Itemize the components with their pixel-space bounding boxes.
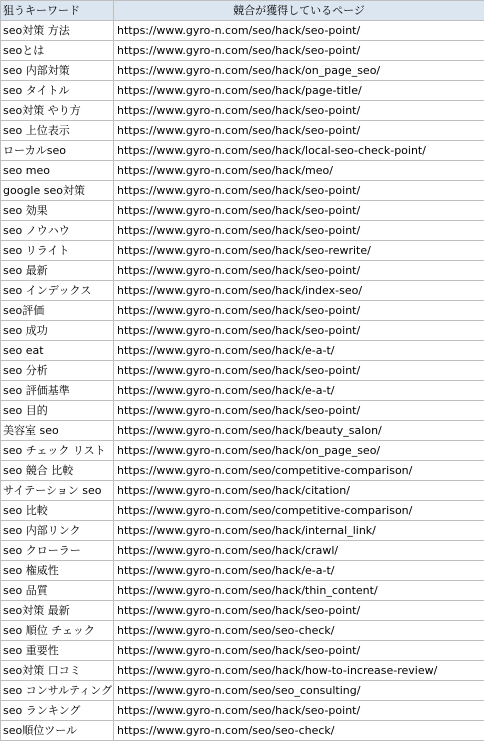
table-row bbox=[1, 221, 484, 241]
url-cell[interactable]: https://www.gyro-n.com/seo/hack/seo-point/ bbox=[114, 321, 484, 341]
keyword-cell[interactable]: seo 上位表示 bbox=[1, 121, 114, 141]
table-row bbox=[1, 541, 484, 561]
keyword-cell[interactable]: サイテーション seo bbox=[1, 481, 114, 501]
table-row bbox=[1, 21, 484, 41]
url-cell[interactable]: https://www.gyro-n.com/seo/hack/seo-point/ bbox=[114, 41, 484, 61]
table-row bbox=[1, 441, 484, 461]
keyword-cell[interactable]: seo対策 やり方 bbox=[1, 101, 114, 121]
url-cell[interactable]: https://www.gyro-n.com/seo/hack/seo-point/ bbox=[114, 221, 484, 241]
url-cell[interactable]: https://www.gyro-n.com/seo/hack/seo-point/ bbox=[114, 181, 484, 201]
keyword-cell[interactable]: seo順位ツール bbox=[1, 721, 114, 741]
keyword-cell[interactable]: seo 比較 bbox=[1, 501, 114, 521]
table-row bbox=[1, 681, 484, 701]
url-cell[interactable]: https://www.gyro-n.com/seo/seo-check/ bbox=[114, 621, 484, 641]
url-cell[interactable]: https://www.gyro-n.com/seo/hack/seo-point/ bbox=[114, 21, 484, 41]
keyword-cell[interactable]: seo 分析 bbox=[1, 361, 114, 381]
keyword-cell[interactable]: seo クローラー bbox=[1, 541, 114, 561]
url-cell[interactable]: https://www.gyro-n.com/seo/hack/seo-point/ bbox=[114, 641, 484, 661]
table-row bbox=[1, 701, 484, 721]
keyword-cell[interactable]: seo 内部対策 bbox=[1, 61, 114, 81]
keyword-cell[interactable]: seo 競合 比較 bbox=[1, 461, 114, 481]
table-row bbox=[1, 181, 484, 201]
url-cell[interactable]: https://www.gyro-n.com/seo/hack/beauty_salon/ bbox=[114, 421, 484, 441]
table-row bbox=[1, 501, 484, 521]
keyword-cell[interactable]: seo リライト bbox=[1, 241, 114, 261]
keyword-cell[interactable]: seo 最新 bbox=[1, 261, 114, 281]
table-row bbox=[1, 41, 484, 61]
table-row bbox=[1, 661, 484, 681]
header-competitor-page[interactable]: 競合が獲得しているページ bbox=[114, 1, 484, 21]
keyword-cell[interactable]: seo 評価基準 bbox=[1, 381, 114, 401]
table-row bbox=[1, 401, 484, 421]
url-cell[interactable]: https://www.gyro-n.com/seo/hack/thin_content/ bbox=[114, 581, 484, 601]
url-cell[interactable]: https://www.gyro-n.com/seo/hack/e-a-t/ bbox=[114, 381, 484, 401]
keyword-cell[interactable]: seo対策 方法 bbox=[1, 21, 114, 41]
keyword-cell[interactable]: seo チェック リスト bbox=[1, 441, 114, 461]
table-row bbox=[1, 361, 484, 381]
table-row bbox=[1, 201, 484, 221]
keyword-cell[interactable]: seo ランキング bbox=[1, 701, 114, 721]
table-row bbox=[1, 621, 484, 641]
url-cell[interactable]: https://www.gyro-n.com/seo/hack/e-a-t/ bbox=[114, 341, 484, 361]
table-row bbox=[1, 281, 484, 301]
url-cell[interactable]: https://www.gyro-n.com/seo/seo_consulting/ bbox=[114, 681, 484, 701]
url-cell[interactable]: https://www.gyro-n.com/seo/hack/seo-point/ bbox=[114, 121, 484, 141]
table-row bbox=[1, 601, 484, 621]
table-row bbox=[1, 421, 484, 441]
table-row bbox=[1, 641, 484, 661]
url-cell[interactable]: https://www.gyro-n.com/seo/hack/index-seo/ bbox=[114, 281, 484, 301]
header-keyword[interactable]: 狙うキーワード bbox=[1, 1, 114, 21]
url-cell[interactable]: https://www.gyro-n.com/seo/hack/seo-point/ bbox=[114, 701, 484, 721]
table-row bbox=[1, 721, 484, 741]
table-row bbox=[1, 561, 484, 581]
url-cell[interactable]: https://www.gyro-n.com/seo/hack/seo-point/ bbox=[114, 101, 484, 121]
url-cell[interactable]: https://www.gyro-n.com/seo/seo-check/ bbox=[114, 721, 484, 741]
keyword-cell[interactable]: seo 目的 bbox=[1, 401, 114, 421]
url-cell[interactable]: https://www.gyro-n.com/seo/competitive-comparison/ bbox=[114, 501, 484, 521]
url-cell[interactable]: https://www.gyro-n.com/seo/hack/seo-point/ bbox=[114, 261, 484, 281]
table-body bbox=[1, 21, 484, 741]
table-row bbox=[1, 161, 484, 181]
keyword-cell[interactable]: seo meo bbox=[1, 161, 114, 181]
keyword-cell[interactable]: seo評価 bbox=[1, 301, 114, 321]
keyword-cell[interactable]: seo 成功 bbox=[1, 321, 114, 341]
table-row bbox=[1, 481, 484, 501]
table-row bbox=[1, 321, 484, 341]
keyword-cell[interactable]: seo インデックス bbox=[1, 281, 114, 301]
table-row bbox=[1, 241, 484, 261]
keyword-cell[interactable]: seo 品質 bbox=[1, 581, 114, 601]
url-cell[interactable]: https://www.gyro-n.com/seo/hack/seo-rewrite/ bbox=[114, 241, 484, 261]
url-cell[interactable]: https://www.gyro-n.com/seo/hack/on_page_seo/ bbox=[114, 441, 484, 461]
table-row bbox=[1, 461, 484, 481]
keyword-cell[interactable]: seo 重要性 bbox=[1, 641, 114, 661]
url-cell[interactable]: https://www.gyro-n.com/seo/hack/citation/ bbox=[114, 481, 484, 501]
url-cell[interactable]: https://www.gyro-n.com/seo/hack/local-seo-check-point/ bbox=[114, 141, 484, 161]
header-row bbox=[1, 1, 484, 21]
table-row bbox=[1, 61, 484, 81]
table-row bbox=[1, 581, 484, 601]
keyword-cell[interactable]: seo 権威性 bbox=[1, 561, 114, 581]
url-cell[interactable]: https://www.gyro-n.com/seo/hack/meo/ bbox=[114, 161, 484, 181]
url-cell[interactable]: https://www.gyro-n.com/seo/hack/seo-point/ bbox=[114, 361, 484, 381]
url-cell[interactable]: https://www.gyro-n.com/seo/hack/page-title/ bbox=[114, 81, 484, 101]
keyword-cell[interactable]: seo タイトル bbox=[1, 81, 114, 101]
url-cell[interactable]: https://www.gyro-n.com/seo/hack/seo-point/ bbox=[114, 601, 484, 621]
keyword-cell[interactable]: google seo対策 bbox=[1, 181, 114, 201]
url-cell[interactable]: https://www.gyro-n.com/seo/hack/e-a-t/ bbox=[114, 561, 484, 581]
table-row bbox=[1, 341, 484, 361]
table-row bbox=[1, 261, 484, 281]
table-row bbox=[1, 141, 484, 161]
table-row bbox=[1, 121, 484, 141]
url-cell[interactable]: https://www.gyro-n.com/seo/hack/seo-point/ bbox=[114, 301, 484, 321]
table-row bbox=[1, 101, 484, 121]
keyword-cell[interactable]: seoとは bbox=[1, 41, 114, 61]
table-row bbox=[1, 81, 484, 101]
keyword-cell[interactable]: seo 順位 チェック bbox=[1, 621, 114, 641]
keyword-cell[interactable]: seo ノウハウ bbox=[1, 221, 114, 241]
keyword-cell[interactable]: 美容室 seo bbox=[1, 421, 114, 441]
keyword-cell[interactable]: seo eat bbox=[1, 341, 114, 361]
table-row bbox=[1, 381, 484, 401]
keyword-cell[interactable]: seo コンサルティング bbox=[1, 681, 114, 701]
table-row bbox=[1, 301, 484, 321]
url-cell[interactable]: https://www.gyro-n.com/seo/hack/how-to-increase-review/ bbox=[114, 661, 484, 681]
keyword-cell[interactable]: seo 内部リンク bbox=[1, 521, 114, 541]
url-cell[interactable]: https://www.gyro-n.com/seo/hack/on_page_seo/ bbox=[114, 61, 484, 81]
url-cell[interactable]: https://www.gyro-n.com/seo/hack/crawl/ bbox=[114, 541, 484, 561]
keyword-cell[interactable]: ローカルseo bbox=[1, 141, 114, 161]
url-cell[interactable]: https://www.gyro-n.com/seo/hack/internal_link/ bbox=[114, 521, 484, 541]
keyword-cell[interactable]: seo対策 口コミ bbox=[1, 661, 114, 681]
table-row bbox=[1, 521, 484, 541]
url-cell[interactable]: https://www.gyro-n.com/seo/hack/seo-point/ bbox=[114, 401, 484, 421]
keyword-cell[interactable]: seo 効果 bbox=[1, 201, 114, 221]
url-cell[interactable]: https://www.gyro-n.com/seo/hack/seo-point/ bbox=[114, 201, 484, 221]
url-cell[interactable]: https://www.gyro-n.com/seo/competitive-comparison/ bbox=[114, 461, 484, 481]
keyword-cell[interactable]: seo対策 最新 bbox=[1, 601, 114, 621]
